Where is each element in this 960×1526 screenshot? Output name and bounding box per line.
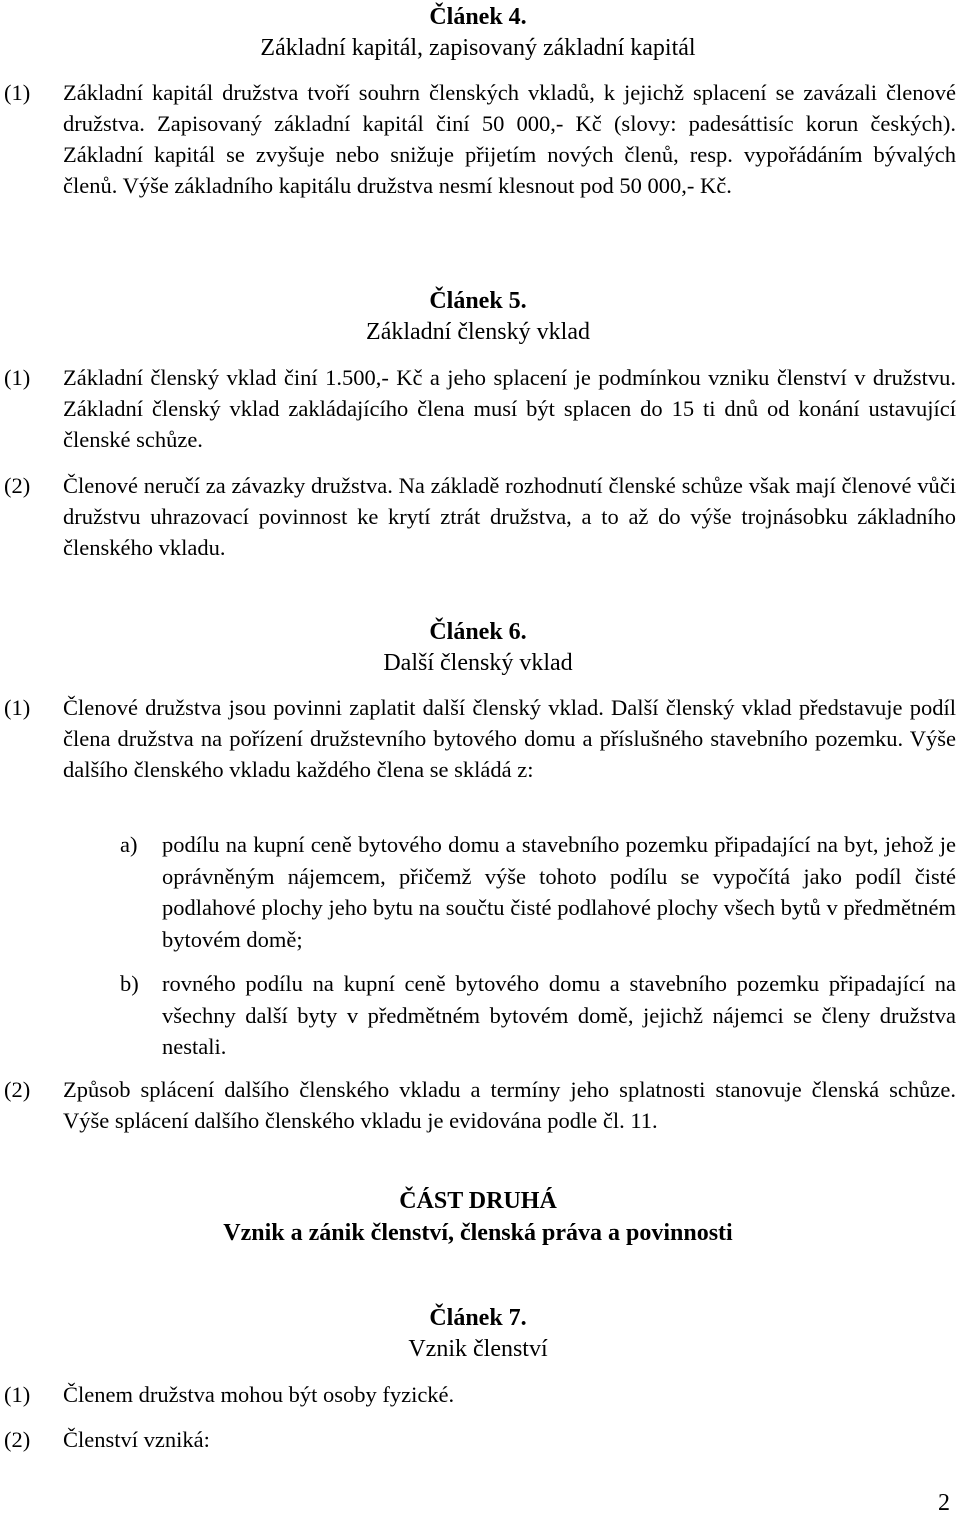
part-2-subtitle: Vznik a zánik členství, členská práva a povinnosti [223,1220,733,1246]
article-6-title: Článek 6. [429,619,527,645]
paragraph-text: Způsob splácení dalšího členského vkladu a termíny jeho splatnosti stanovuje členská schůze. Výše splácení dalšího členského vkladu je evidována podle čl. 11. [63,1077,956,1133]
article-6-paragraph-1 [4,692,956,785]
item-text: podílu na kupní ceně bytového domu a stavebního pozemku připadající na byt, jehož je oprávněným nájemcem, přičemž výše tohoto podílu se vypočítá jako podíl čisté podlahové plochy jeho bytu na součtu čisté podlahové plochy všech bytů v předmětném bytovém domě; [162,832,956,952]
article-7-subtitle: Vznik členství [408,1336,548,1362]
article-7-paragraph-2 [4,1424,956,1455]
article-7-title: Článek 7. [429,1305,527,1331]
paragraph-number: (1) [4,365,31,390]
paragraph-text: Členové družstva jsou povinni zaplatit další členský vklad. Další členský vklad představuje podíl člena družstva na pořízení družstevního bytového domu a příslušného stavebního pozemku. Výše dalšího členského vkladu každého člena se skládá z: [63,695,956,782]
article-4-subtitle: Základní kapitál, zapisovaný základní kapitál [260,35,696,61]
item-letter: a) [120,832,138,857]
paragraph-number: (2) [4,1077,31,1102]
paragraph-text: Základní kapitál družstva tvoří souhrn členských vkladů, k jejichž splacení se zavázali členové družstva. Zapisovaný základní kapitál činí 50 000,- Kč (slovy: padesáttisíc korun českých). Základní kapitál se zvyšuje nebo snižuje přijetím nových členů, resp. vypořádáním bývalých členů. Výše základního kapitálu družstva nesmí klesnout pod 50 000,- Kč. [63,80,956,198]
paragraph-number: (1) [4,1382,31,1407]
article-5-subtitle: Základní členský vklad [366,319,590,345]
article-4-title: Článek 4. [429,4,527,30]
article-6-item-b [120,968,956,1063]
paragraph-number: (2) [4,473,31,498]
paragraph-number: (1) [4,80,31,105]
article-6-item-a [120,829,956,955]
paragraph-number: (2) [4,1427,31,1452]
item-text: rovného podílu na kupní ceně bytového domu a stavebního pozemku připadající na všechny další byty v předmětném bytovém domě, jejichž nájemci se členy družstva nestali. [162,971,956,1059]
page-number: 2 [938,1490,950,1516]
article-5-title: Článek 5. [429,288,527,314]
paragraph-text: Členem družstva mohou být osoby fyzické. [63,1382,455,1407]
paragraph-text: Základní členský vklad činí 1.500,- Kč a jeho splacení je podmínkou vzniku členství v družstvu. Základní členský vklad zakládajícího člena musí být splacen do 15 ti dnů od konání ustavující členské schůze. [63,365,956,452]
article-6-subtitle: Další členský vklad [383,650,573,676]
article-5-paragraph-1 [4,362,956,455]
item-letter: b) [120,971,139,996]
paragraph-text: Členství vzniká: [63,1427,210,1452]
article-7-paragraph-1 [4,1379,956,1410]
article-4-paragraph-1 [4,77,956,201]
paragraph-text: Členové neručí za závazky družstva. Na základě rozhodnutí členské schůze však mají členové vůči družstvu uhrazovací povinnost ke krytí ztrát družstva, a to až do výše trojnásobku základního členského vkladu. [63,473,956,560]
paragraph-number: (1) [4,695,31,720]
article-6-paragraph-2 [4,1074,956,1136]
part-2-title: ČÁST DRUHÁ [399,1188,557,1214]
article-5-paragraph-2 [4,470,956,563]
